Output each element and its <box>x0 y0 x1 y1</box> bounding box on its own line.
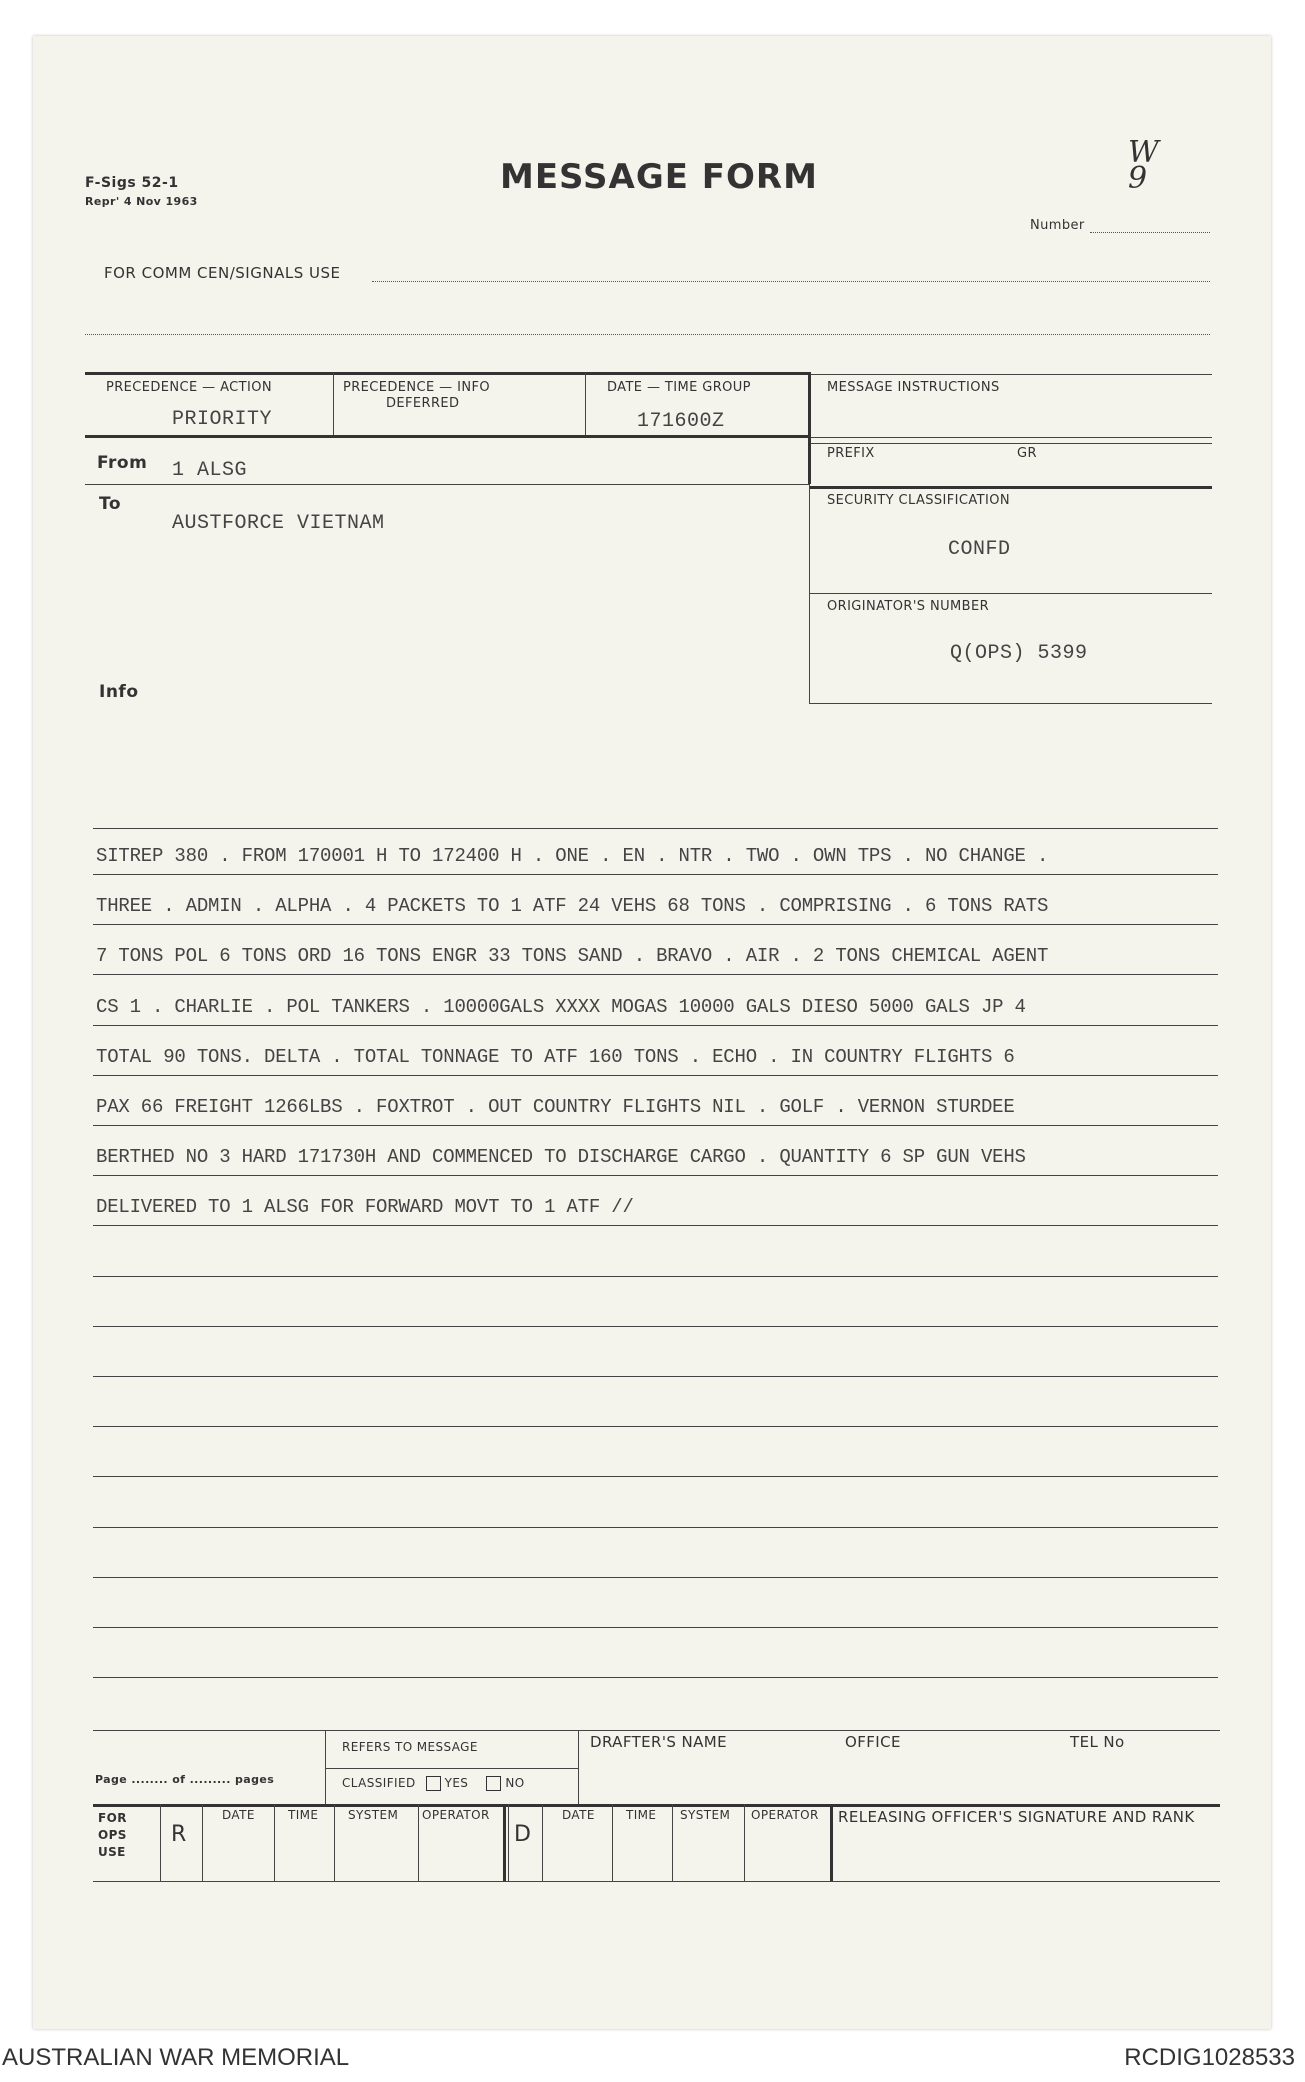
classified-row <box>342 1776 525 1791</box>
number-field-line[interactable] <box>1090 232 1210 233</box>
from-label: From <box>97 453 148 473</box>
message-line-rule <box>93 874 1218 875</box>
ops-bottom-rule <box>93 1881 1220 1882</box>
drafter-label: DRAFTER'S NAME <box>590 1733 727 1751</box>
message-line-text[interactable]: BERTHED NO 3 HARD 171730H AND COMMENCED TO DISCHARGE CARGO . QUANTITY 6 SP GUN VEHS <box>96 1146 1026 1169</box>
form-title: MESSAGE FORM <box>500 157 818 197</box>
message-line-text[interactable]: 7 TONS POL 6 TONS ORD 16 TONS ENGR 33 TONS SAND . BRAVO . AIR . 2 TONS CHEMICAL AGENT <box>96 945 1049 968</box>
grid-mid-rule-right-2 <box>809 443 1212 444</box>
message-line-rule <box>93 1677 1218 1678</box>
ops-divider-3 <box>334 1804 335 1881</box>
originator-value[interactable]: Q(OPS) 5399 <box>950 642 1088 665</box>
message-line-rule <box>93 1326 1218 1327</box>
originator-label: ORIGINATOR'S NUMBER <box>827 599 990 614</box>
message-top-rule <box>93 828 1218 829</box>
refers-label: REFERS TO MESSAGE <box>342 1740 478 1754</box>
prefix-label: PREFIX <box>827 446 875 461</box>
ops-divider-1 <box>202 1804 203 1881</box>
no-label: NO <box>505 1776 525 1790</box>
ops-use-label: FOR OPS USE <box>98 1811 127 1859</box>
message-line-text[interactable]: PAX 66 FREIGHT 1266LBS . FOXTROT . OUT COUNTRY FLIGHTS NIL . GOLF . VERNON STURDEE <box>96 1096 1015 1118</box>
message-line-text[interactable]: CS 1 . CHARLIE . POL TANKERS . 10000GALS XXXX MOGAS 10000 GALS DIESO 5000 GALS JP 4 <box>96 995 1026 1018</box>
prefix-rule <box>809 486 1212 489</box>
info-label: Info <box>99 682 139 702</box>
comm-cen-label: FOR COMM CEN/SIGNALS USE <box>104 264 341 282</box>
bottom-divider-1 <box>325 1730 326 1804</box>
grid-top-rule-right <box>809 374 1212 375</box>
office-label: OFFICE <box>845 1733 901 1751</box>
precedence-action-label: PRECEDENCE — ACTION <box>106 380 272 395</box>
bottom-divider-2 <box>578 1730 579 1804</box>
no-checkbox[interactable] <box>486 1776 501 1791</box>
bottom-top-rule <box>93 1730 1220 1731</box>
message-line-rule <box>93 1175 1218 1176</box>
refers-rule <box>325 1768 578 1769</box>
tel-label: TEL No <box>1070 1733 1125 1751</box>
date-label-2: DATE <box>562 1808 595 1822</box>
ops-divider-4 <box>418 1804 419 1881</box>
yes-label: YES <box>444 1776 469 1790</box>
number-label: Number <box>1030 218 1085 233</box>
footer-left: AUSTRALIAN WAR MEMORIAL <box>2 2044 350 2071</box>
grid-divider-right <box>809 484 810 704</box>
time-label-2: TIME <box>626 1808 657 1822</box>
d-label: D <box>514 1822 531 1847</box>
precedence-action-value[interactable]: PRIORITY <box>172 408 273 431</box>
grid-divider-2 <box>585 372 586 435</box>
from-rule <box>85 484 809 485</box>
message-line-rule <box>93 1075 1218 1076</box>
message-line-rule <box>93 1125 1218 1126</box>
ops-divider-9 <box>744 1804 745 1881</box>
security-value[interactable]: CONFD <box>948 538 1011 561</box>
ops-top-rule <box>93 1804 1220 1807</box>
message-line-rule <box>93 924 1218 925</box>
grid-mid-rule-right <box>809 437 1212 438</box>
message-line-rule <box>93 1627 1218 1628</box>
comm-cen-line-2 <box>85 334 1210 335</box>
message-line-rule <box>93 1476 1218 1477</box>
message-line-rule <box>93 1426 1218 1427</box>
form-reprint: Repr' 4 Nov 1963 <box>85 195 198 208</box>
message-line-rule <box>93 974 1218 975</box>
message-line-text[interactable]: DELIVERED TO 1 ALSG FOR FORWARD MOVT TO 1 ATF // <box>96 1196 634 1219</box>
grid-divider-1 <box>333 372 334 435</box>
ops-divider-2 <box>274 1804 275 1881</box>
message-line-rule <box>93 1276 1218 1277</box>
dtg-value[interactable]: 171600Z <box>637 410 725 433</box>
classified-label: CLASSIFIED <box>342 1776 416 1790</box>
to-value[interactable]: AUSTFORCE VIETNAM <box>172 512 385 535</box>
grid-mid-rule <box>85 435 809 438</box>
originator-rule <box>809 703 1212 704</box>
message-line-rule <box>93 1577 1218 1578</box>
ops-divider-r <box>160 1804 161 1881</box>
handwritten-mark: W 9 <box>1128 135 1159 196</box>
comm-cen-line <box>372 281 1210 282</box>
precedence-info-label: PRECEDENCE — INFO <box>343 380 490 395</box>
message-line-text[interactable]: THREE . ADMIN . ALPHA . 4 PACKETS TO 1 ATF 24 VEHS 68 TONS . COMPRISING . 6 TONS RATS <box>96 895 1049 918</box>
ops-divider-8 <box>672 1804 673 1881</box>
operator-label-1: OPERATOR <box>422 1808 490 1822</box>
security-rule <box>809 593 1212 594</box>
dtg-label: DATE — TIME GROUP <box>607 380 751 395</box>
grid-divider-3 <box>808 372 811 484</box>
ops-divider-5 <box>503 1804 506 1881</box>
page-label: Page ........ of ......... pages <box>95 1773 275 1786</box>
ops-divider-7 <box>612 1804 613 1881</box>
releasing-label: RELEASING OFFICER'S SIGNATURE AND RANK <box>838 1808 1195 1826</box>
operator-label-2: OPERATOR <box>751 1808 819 1822</box>
message-line-rule <box>93 1376 1218 1377</box>
message-line-text[interactable]: SITREP 380 . FROM 170001 H TO 172400 H . ONE . EN . NTR . TWO . OWN TPS . NO CHANGE . <box>96 845 1049 867</box>
grid-top-rule <box>85 372 809 375</box>
to-label: To <box>99 494 122 514</box>
message-line-rule <box>93 1225 1218 1226</box>
precedence-info-sub: DEFERRED <box>386 396 460 411</box>
system-label-1: SYSTEM <box>348 1808 399 1822</box>
r-label: R <box>171 1822 187 1847</box>
gr-label: GR <box>1017 446 1037 461</box>
footer-right: RCDIG1028533 <box>1124 2044 1295 2071</box>
message-line-rule <box>93 1527 1218 1528</box>
yes-checkbox[interactable] <box>426 1776 441 1791</box>
ops-divider-10 <box>830 1804 833 1881</box>
ops-divider-6 <box>542 1804 543 1881</box>
time-label-1: TIME <box>288 1808 319 1822</box>
instructions-label: MESSAGE INSTRUCTIONS <box>827 380 1000 395</box>
from-value[interactable]: 1 ALSG <box>172 459 248 482</box>
form-code: F-Sigs 52-1 <box>85 175 179 191</box>
security-label: SECURITY CLASSIFICATION <box>827 493 1010 508</box>
date-label-1: DATE <box>222 1808 255 1822</box>
message-line-rule <box>93 1025 1218 1026</box>
ops-divider-5b <box>508 1804 509 1881</box>
message-line-text[interactable]: TOTAL 90 TONS. DELTA . TOTAL TONNAGE TO ATF 160 TONS . ECHO . IN COUNTRY FLIGHTS 6 <box>96 1045 1015 1068</box>
system-label-2: SYSTEM <box>680 1808 731 1822</box>
